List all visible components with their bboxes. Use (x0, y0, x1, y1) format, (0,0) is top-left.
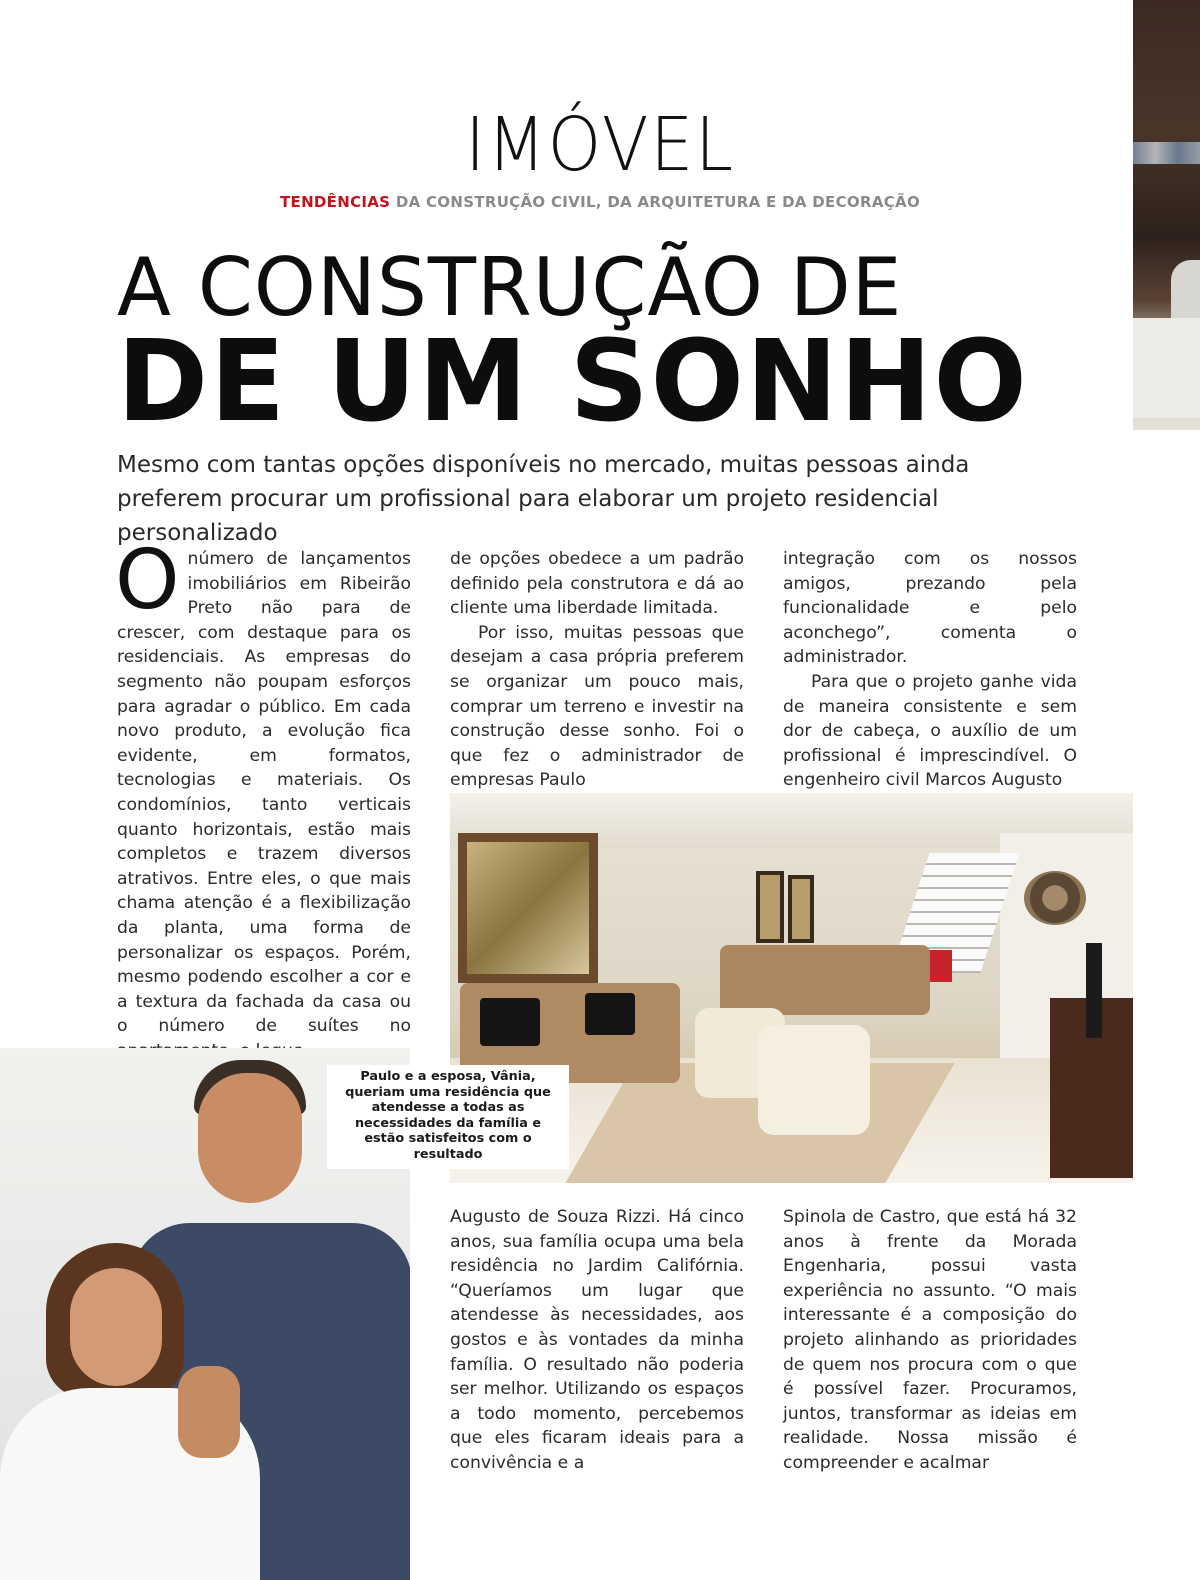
section-subtitle-rest: DA CONSTRUÇÃO CIVIL, DA ARQUITETURA E DA DECORAÇÃO (390, 193, 920, 211)
paragraph: número de lançamentos imobiliários em Ribeirão Preto não para de crescer, com destaque para os residenciais. As empresas do segmento não poupam esforços para agradar o público. Em cada novo produto, a evolução fica evidente, em formatos, tecnologias e materiais. Os condomínios, tanto verticais quanto horizontais, estão mais completos e trazem diversos atrativos. Entre eles, o que mais chama atenção é a flexibilização da planta, uma forma de personalizar os espaços. Porém, mesmo podendo escolher a cor e a textura da fachada da casa ou o número de suítes no (117, 549, 411, 1037)
article-column-5 (783, 1205, 1077, 1476)
article-column-2 (450, 547, 744, 793)
article-column-1 (115, 533, 411, 1063)
paragraph: Para que o projeto ganhe vida de maneira consistente e sem dor de cabeça, o auxílio de um profissional é imprescindível. O engenheiro civil Marcos Augusto (783, 671, 1077, 791)
headline-line2: DE UM SONHO (117, 317, 1029, 447)
section-title: IMÓVEL (465, 102, 735, 188)
edge-photo-office (1133, 0, 1200, 430)
section-subtitle (0, 193, 1200, 211)
article-deck: Mesmo com tantas opções disponíveis no mercado, muitas pessoas ainda preferem procurar um profissional para elaborar um projeto residencial personalizado (117, 452, 970, 546)
photo-caption: Paulo e a esposa, Vânia, queriam uma residência que atendesse a todas as necessidades da família e estão satisfeitos com o resultado (327, 1065, 569, 1169)
drop-cap: O (115, 533, 180, 628)
article-column-3 (783, 547, 1077, 793)
section-subtitle-accent: TENDÊNCIAS (280, 193, 391, 211)
article-column-4 (450, 1205, 744, 1476)
paragraph: de opções obedece a um padrão definido pela construtora e dá ao cliente uma liberdade limitada. (450, 549, 744, 619)
paragraph: Por isso, muitas pessoas que desejam a casa própria preferem se organizar um pouco mais, comprar um terreno e investir na construção desse sonho. Foi o que fez o administrador de empresas Paulo (450, 622, 744, 791)
paragraph: Spinola de Castro, que está há 32 anos à frente da Morada Engenharia, possui vasta experiência no assunto. “O mais interessante é a composição do projeto alinhando as prioridades de quem nos procura com o que é possível fazer. Procuramos, juntos, transformar as ideias em realidade. Nossa missão é compreender e acalmar (783, 1207, 1077, 1473)
paragraph: integração com os nossos amigos, prezando pela funcionalidade e pelo aconchego”, comenta o administrador. (783, 549, 1077, 668)
paragraph: Augusto de Souza Rizzi. Há cinco anos, sua família ocupa uma bela residência no Jardim Califórnia. “Queríamos um lugar que atendesse às necessidades, aos gostos e às vontades da minha família. O resultado não poderia ser melhor. Utilizando os espaços a todo momento, percebemos que eles ficaram ideais para a convivência e a (450, 1207, 744, 1473)
headline-line1: A CONSTRUÇÃO DE (117, 241, 903, 334)
